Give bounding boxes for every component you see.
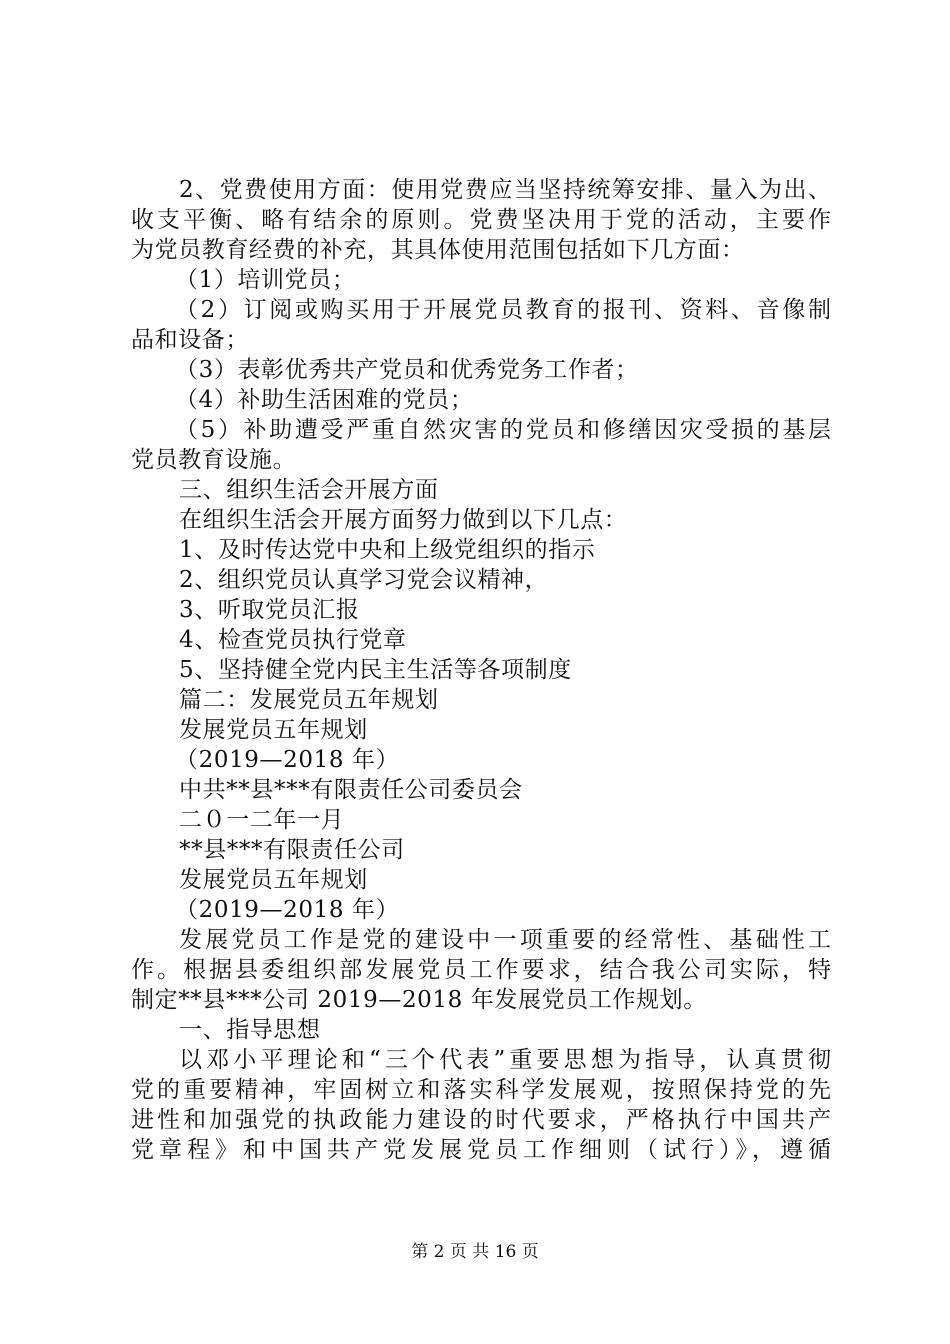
page-footer: 第 2 页 共 16 页	[411, 1242, 539, 1262]
list-item: 4、检查党员执行党章	[179, 627, 407, 653]
paragraph-line: 收支平衡、略有结余的原则。党费坚决用于党的活动，主要作	[131, 207, 831, 233]
paragraph-line: 制定**县***公司 2019—2018 年发展党员工作规划。	[131, 987, 707, 1013]
section-heading: 三、组织生活会开展方面	[179, 477, 439, 503]
doc-period: （2019—2018 年）	[175, 897, 400, 923]
body-text	[131, 175, 831, 1165]
paragraph-line: 2、党费使用方面：使用党费应当坚持统筹安排、量入为出、	[179, 177, 831, 203]
paragraph-line: 品和设备；	[131, 327, 249, 353]
paragraph-line: 党员教育设施。	[131, 447, 297, 473]
list-item: 2、组织党员认真学习党会议精神，	[179, 567, 549, 593]
paragraph-line: 进性和加强党的执政能力建设的时代要求，严格执行中国共产	[131, 1107, 831, 1133]
doc-date: 二０一二年一月	[179, 807, 345, 833]
paragraph-line: （3）表彰优秀共产党员和优秀党务工作者；	[175, 357, 639, 383]
paragraph-line: 发展党员工作是党的建设中一项重要的经常性、基础性工	[179, 927, 831, 953]
paragraph-line: 党的重要精神，牢固树立和落实科学发展观，按照保持党的先	[131, 1077, 831, 1103]
paragraph-line: 以邓小平理论和“三个代表”重要思想为指导，认真贯彻	[179, 1047, 831, 1073]
doc-title: 发展党员五年规划	[179, 717, 368, 743]
paragraph-line: 在组织生活会开展方面努力做到以下几点：	[179, 507, 628, 533]
list-item: 3、听取党员汇报	[179, 597, 360, 623]
paragraph-line: 为党员教育经费的补充，其具体使用范围包括如下几方面：	[131, 237, 745, 263]
doc-company: **县***有限责任公司	[179, 837, 405, 863]
doc-title: 发展党员五年规划	[179, 867, 368, 893]
paragraph-line: （1）培训党员；	[175, 267, 356, 293]
paragraph-line: （2）订阅或购买用于开展党员教育的报刊、资料、音像制	[175, 297, 831, 323]
list-item: 1、及时传达党中央和上级党组织的指示	[179, 537, 596, 563]
paragraph-line: 党章程》和中国共产党发展党员工作细则（试行）》，遵循	[131, 1137, 831, 1163]
list-item: 5、坚持健全党内民主生活等各项制度	[179, 657, 572, 683]
section-heading: 一、指导思想	[179, 1017, 321, 1043]
doc-issuer: 中共**县***有限责任公司委员会	[179, 777, 523, 803]
paragraph-line: （5）补助遭受严重自然灾害的党员和修缮因灾受损的基层	[175, 417, 831, 443]
paragraph-line: （4）补助生活困难的党员；	[175, 387, 474, 413]
paragraph-line: 作。根据县委组织部发展党员工作要求，结合我公司实际，特	[131, 957, 831, 983]
doc-period: （2019—2018 年）	[175, 747, 400, 773]
chapter-heading: 篇二：发展党员五年规划	[179, 687, 439, 713]
